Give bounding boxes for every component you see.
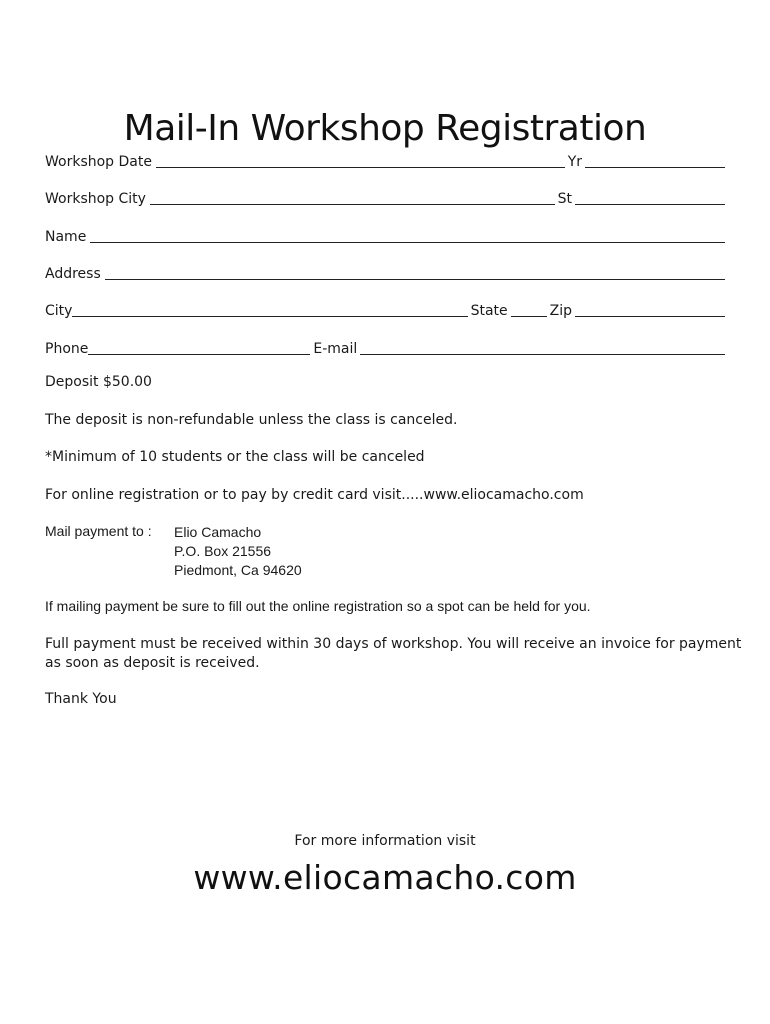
- mail-recipient-name: Elio Camacho: [174, 524, 262, 540]
- yr-field[interactable]: [585, 154, 725, 168]
- email-label: E-mail: [313, 341, 358, 357]
- address-row: [45, 262, 725, 282]
- email-field[interactable]: [360, 341, 725, 355]
- yr-label: Yr: [567, 154, 582, 170]
- workshop-city-field[interactable]: [150, 191, 555, 205]
- full-payment-line-1: Full payment must be received within 30 days of workshop. You will receive an invoice for payment: [45, 636, 742, 652]
- mailing-note-text: If mailing payment be sure to fill out the online registration so a spot can be held for you.: [45, 598, 591, 614]
- phone-email-row: [45, 337, 725, 357]
- phone-field[interactable]: [88, 341, 310, 355]
- city-label: City: [45, 303, 73, 319]
- phone-label: Phone: [45, 341, 89, 357]
- workshop-city-row: [45, 187, 725, 207]
- state-label: State: [470, 303, 508, 319]
- full-payment-line-2: as soon as deposit is received.: [45, 655, 260, 671]
- thank-you-text: Thank You: [45, 691, 117, 707]
- address-label: Address: [45, 266, 101, 282]
- minimum-students-text: *Minimum of 10 students or the class will be canceled: [45, 449, 425, 465]
- city-field[interactable]: [72, 303, 467, 317]
- full-payment-text: [45, 635, 742, 673]
- address-field[interactable]: [105, 266, 725, 280]
- mail-payment-label: Mail payment to :: [45, 523, 152, 539]
- name-field[interactable]: [90, 229, 725, 243]
- zip-label: Zip: [549, 303, 572, 319]
- more-info-text: For more information visit: [294, 833, 476, 849]
- mail-po-box: P.O. Box 21556: [174, 543, 272, 559]
- non-refundable-text: The deposit is non-refundable unless the class is canceled.: [45, 412, 458, 428]
- mail-city-state-zip: Piedmont, Ca 94620: [174, 562, 302, 578]
- workshop-date-label: Workshop Date: [45, 154, 152, 170]
- workshop-date-field[interactable]: [156, 154, 565, 168]
- state-field[interactable]: [511, 303, 547, 317]
- website-link[interactable]: www.eliocamacho.com: [193, 858, 577, 897]
- workshop-city-label: Workshop City: [45, 191, 146, 207]
- online-registration-text: For online registration or to pay by credit card visit.....www.eliocamacho.com: [45, 487, 584, 503]
- deposit-text: Deposit $50.00: [45, 374, 152, 390]
- mailing-address: [174, 523, 302, 580]
- st-field[interactable]: [575, 191, 725, 205]
- name-row: [45, 225, 725, 245]
- page-title: Mail-In Workshop Registration: [123, 108, 647, 150]
- city-row: [45, 299, 725, 319]
- zip-field[interactable]: [575, 303, 725, 317]
- name-label: Name: [45, 229, 87, 245]
- st-label: St: [557, 191, 572, 207]
- workshop-date-row: [45, 150, 725, 170]
